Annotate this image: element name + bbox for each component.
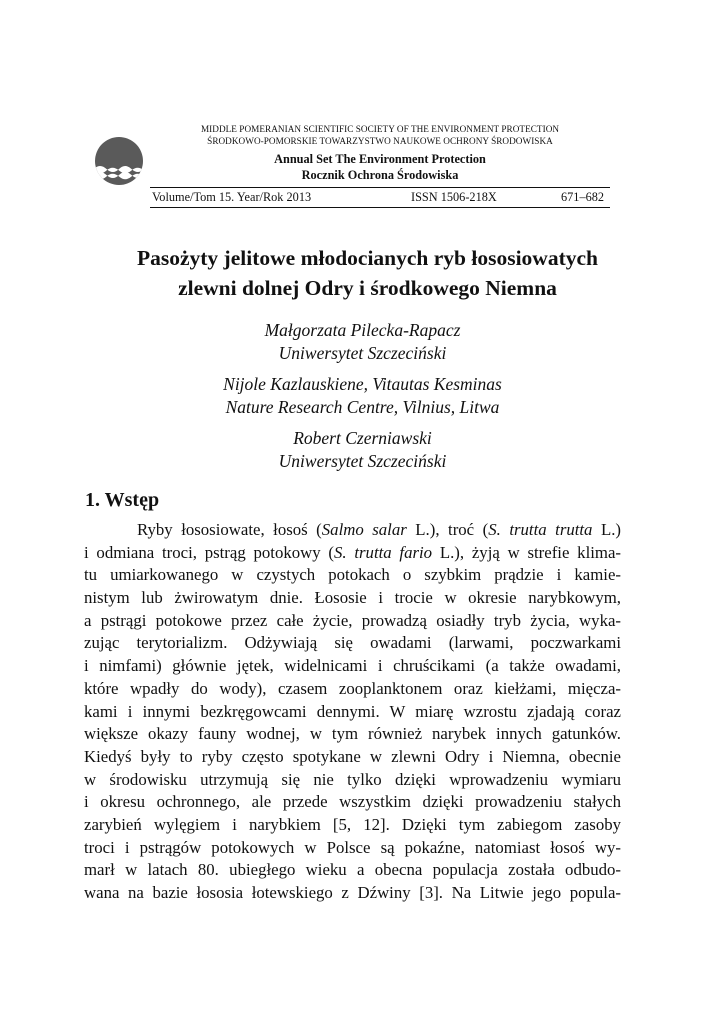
species-name: S. trutta trutta [488, 520, 593, 539]
volume-year: Volume/Tom 15. Year/Rok 2013 [152, 190, 312, 204]
author-affiliation: Nature Research Centre, Vilnius, Litwa [225, 396, 500, 417]
article-title-line-1: Pasożyty jelitowe młodocianych ryb łososiowatych [136, 246, 598, 270]
header-rule-top [150, 187, 610, 188]
issn: ISSN 1506-218X [411, 190, 497, 204]
journal-title-pl: Rocznik Ochrona Środowiska [301, 167, 459, 182]
volume-line [152, 190, 610, 206]
body-text-run: Ryby łososiowate, łosoś ( [137, 520, 322, 539]
author-affiliation: Uniwersytet Szczeciński [278, 342, 447, 363]
author-block [80, 373, 645, 418]
body-text-run: L.), żyją w strefie klima- [432, 542, 621, 562]
body-text-run: i odmiana troci, pstrąg potokowy ( [84, 542, 334, 562]
society-name-en: MIDDLE POMERANIAN SCIENTIFIC SOCIETY OF THE ENVIRONMENT PROTECTION [200, 124, 560, 134]
body-line: i okresu ochronnego, ale przede wszystkim dzięki prowadzeniu stałych [84, 792, 621, 812]
journal-title-en: Annual Set The Environment Protection [274, 152, 486, 166]
journal-title [150, 152, 610, 183]
body-line: które wpadły do wody), czasem zooplanktonem oraz kiełżami, mięcza- [84, 678, 621, 698]
body-line: a pstrągi potokowe przez całe życie, prowadzą osiadły tryb życia, wyka- [84, 610, 621, 630]
body-text-run: L.), troć ( [406, 520, 489, 539]
body-line: zując terytorializm. Odżywiają się owadami (larwami, poczwarkami [84, 633, 621, 653]
species-name: S. trutta fario [334, 542, 433, 562]
body-line: Kiedyś były to ryby często spotykane w zlewni Odry i Niemna, obecnie [84, 746, 621, 766]
author-list [80, 319, 645, 481]
journal-logo-icon [94, 130, 144, 192]
author-block [80, 427, 645, 472]
article-title [70, 243, 665, 303]
body-line [84, 542, 621, 565]
author-block [80, 319, 645, 364]
body-line: wana na bazie łososia łotewskiego z Dźwiny [3]. Na Litwie jego popula- [84, 883, 621, 902]
body-line: tu umiarkowanego w czystych potokach o szybkim prądzie i kamie- [84, 565, 621, 585]
body-line: większe okazy fauny wodnej, w tym również narybek innych gatunków. [84, 724, 621, 744]
body-text [84, 519, 621, 905]
section-heading: 1. Wstęp [85, 489, 160, 511]
author-names: Robert Czerniawski [293, 428, 432, 448]
body-line: troci i pstrągów potokowych w Polsce są pokaźne, natomiast łosoś wy- [84, 837, 621, 857]
body-line: marł w latach 80. ubiegłego wieku a obecna populacja została odbudo- [84, 860, 621, 880]
species-name: Salmo salar [321, 520, 407, 539]
body-line: zarybień wylęgiem i narybkiem [5, 12]. Dzięki tym zabiegom zasoby [84, 814, 621, 834]
society-name-pl: ŚRODKOWO-POMORSKIE TOWARZYSTWO NAUKOWE OCHRONY ŚRODOWISKA [207, 136, 553, 146]
body-text-run: L.) [592, 520, 622, 539]
body-line [84, 519, 621, 542]
journal-header-society [150, 123, 610, 147]
author-affiliation: Uniwersytet Szczeciński [278, 450, 447, 471]
body-line: kami i innymi bezkręgowcami dennymi. W miarę wzrostu zjadają coraz [84, 701, 621, 721]
author-names: Nijole Kazlauskiene, Vitautas Kesminas [223, 374, 502, 394]
article-title-line-2: zlewni dolnej Odry i środkowego Niemna [178, 276, 557, 300]
author-names: Małgorzata Pilecka-Rapacz [264, 320, 461, 340]
body-line: i nimfami) głównie jętek, widelnicami i chruścikami (a także owadami, [84, 656, 621, 676]
body-line: w środowisku utrzymują się nie tylko dzięki wprowadzeniu wymiaru [84, 769, 621, 789]
header-rule-bottom [150, 207, 610, 208]
body-line: nistym lub żwirowatym dnie. Łososie i trocie w okresie narybkowym, [84, 588, 621, 608]
page-range: 671–682 [561, 190, 605, 204]
